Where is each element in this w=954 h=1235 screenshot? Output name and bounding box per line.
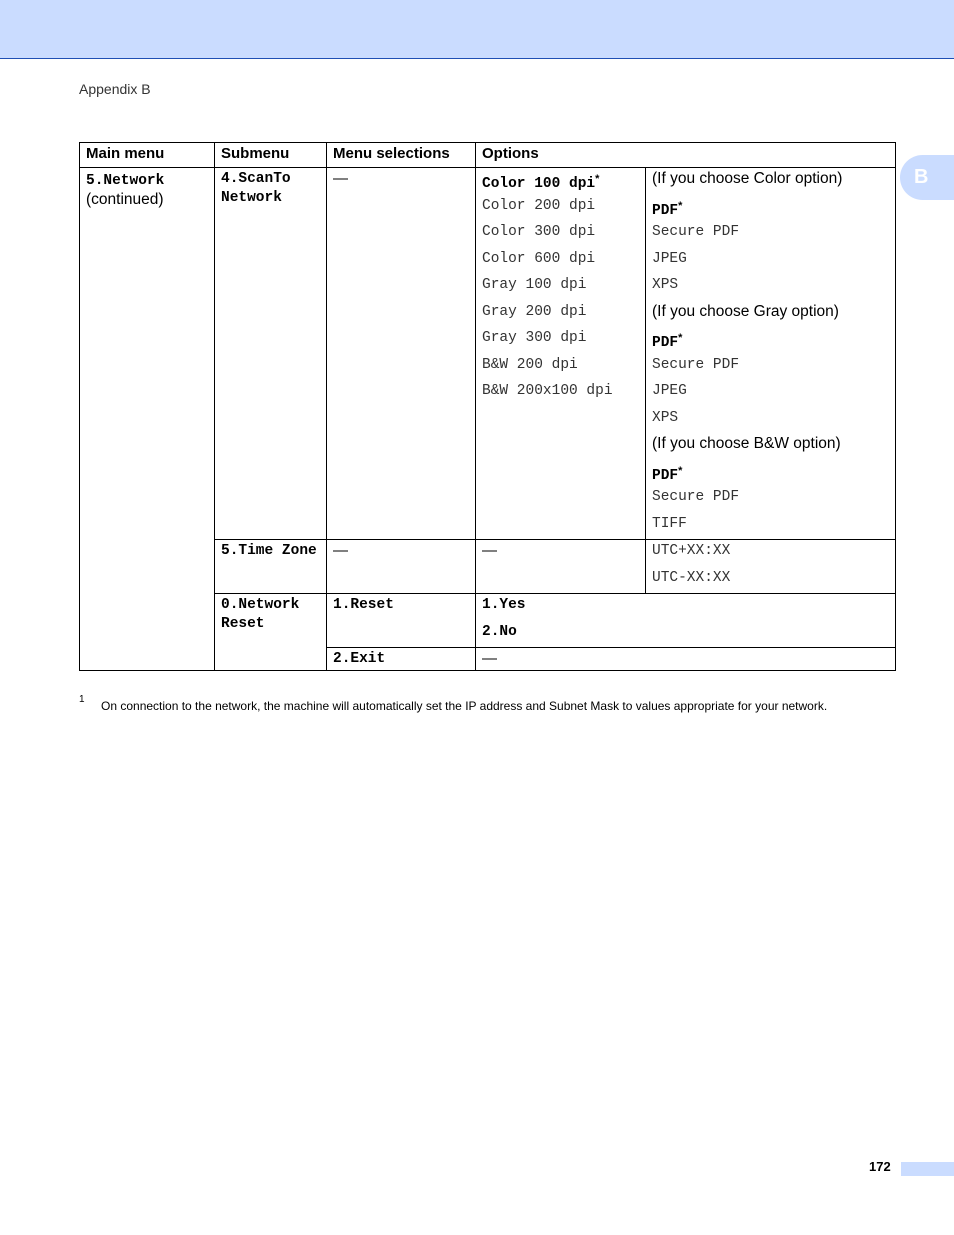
chapter-tab: B [900,155,954,200]
submenu-timezone [215,540,327,594]
selection-timezone [327,540,476,594]
resolution-item: Gray 300 dpi [482,330,587,346]
default-marker: * [595,173,600,185]
selection-scanto-dash: — [333,170,348,187]
footnote-number: 1 [79,694,85,705]
format-item: TIFF [652,515,687,532]
resolution-item: Gray 100 dpi [482,277,587,293]
selection-timezone-dash: — [333,542,348,559]
resolution-item: Gray 200 dpi [482,303,587,320]
timezone-value: UTC-XX:XX [652,569,731,586]
resolution-item: B&W 200 dpi [482,356,578,373]
col-header-submenu: Submenu [215,143,327,168]
option-timezone [476,540,646,594]
resolution-item: Color 300 dpi [482,224,596,240]
selection-exit [327,648,476,671]
page-number: 172 [869,1159,891,1174]
resolution-item: B&W 200x100 dpi [482,383,613,399]
format-item: Secure PDF [652,356,740,373]
gray-option-heading: (If you choose Gray option) [652,302,839,320]
reset-option: 1.Yes [482,597,526,613]
submenu-network-reset-label: 0.Network Reset [221,597,300,632]
selection-exit-label: 2.Exit [333,651,386,667]
exit-option-dash: — [482,650,497,667]
continued-note: (continued) [86,190,164,208]
selection-scanto [327,168,476,540]
menu-table [79,142,896,671]
format-item: JPEG [652,250,687,267]
bw-option-heading: (If you choose B&W option) [652,435,841,452]
selection-reset-label: 1.Reset [333,597,394,613]
col-header-main-menu: Main menu [80,143,215,168]
default-marker: * [678,332,683,344]
footnote-text: On connection to the network, the machine will automatically set the IP address and Subnet Mask to values appropriate for your network. [101,699,828,713]
resolution-item: Color 600 dpi [482,250,596,267]
main-menu-cell [80,168,215,671]
format-item: Secure PDF [652,224,740,240]
format-item: XPS [652,409,679,426]
main-menu-label: 5.Network [86,173,165,189]
resolution-list [476,168,646,540]
reset-option: 2.No [482,623,517,640]
col-header-options: Options [476,143,896,168]
table-row-scanto [80,168,896,540]
page-number-bar [901,1162,954,1176]
running-head: Appendix B [79,81,151,97]
submenu-scanto-label: 4.ScanTo Network [221,171,291,206]
format-item: XPS [652,277,679,293]
default-marker: * [678,464,683,477]
format-item: Secure PDF [652,489,740,505]
reset-options [476,594,896,648]
resolution-item: Color 200 dpi [482,197,596,214]
option-timezone-dash: — [482,542,497,559]
timezone-values [646,540,896,594]
submenu-network-reset [215,594,327,671]
timezone-value: UTC+XX:XX [652,543,731,559]
table-header-row [80,143,896,168]
default-marker: * [678,199,683,212]
format-item: JPEG [652,383,687,399]
submenu-timezone-label: 5.Time Zone [221,543,317,559]
file-format-list [646,168,896,540]
exit-option [476,648,896,671]
resolution-item: Color 100 dpi [482,176,596,192]
col-header-menu-selections: Menu selections [327,143,476,168]
format-item: PDF [652,202,679,219]
submenu-scanto [215,168,327,540]
selection-reset [327,594,476,648]
color-option-heading: (If you choose Color option) [652,170,843,187]
format-item: PDF [652,467,679,484]
format-item: PDF [652,335,679,351]
header-band [0,0,954,59]
